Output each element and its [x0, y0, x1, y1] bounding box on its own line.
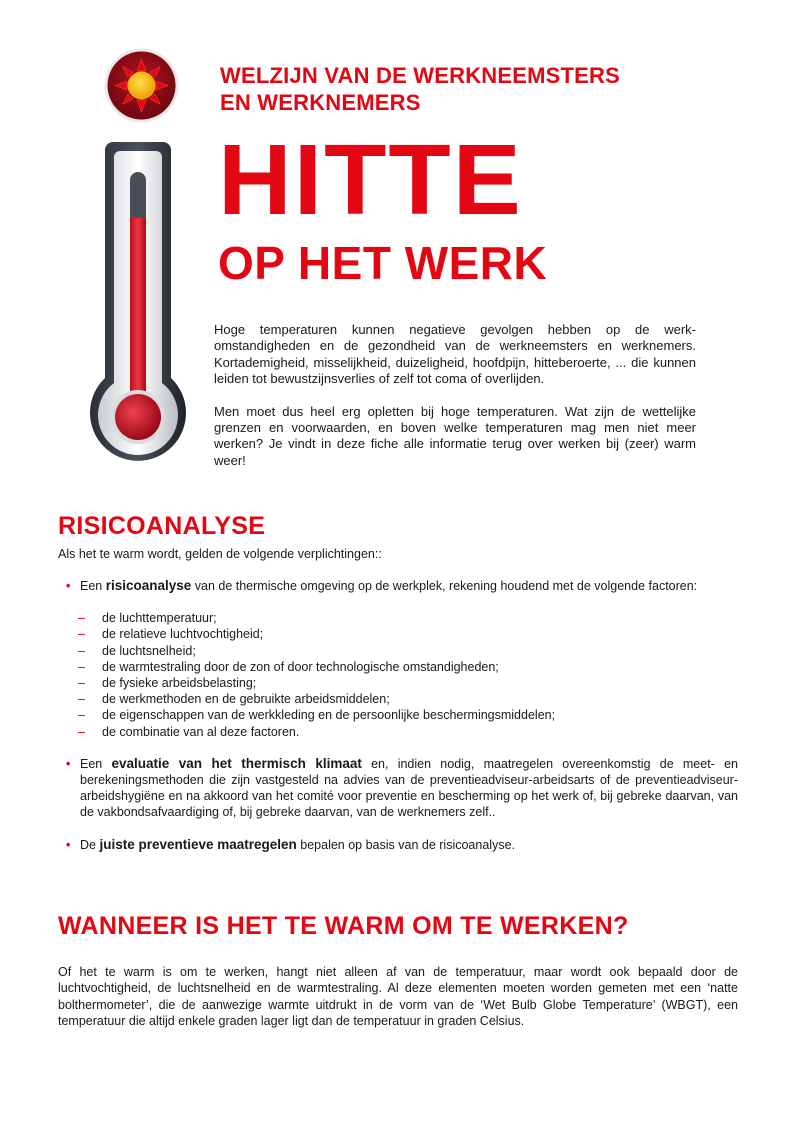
factor-item: – de luchttemperatuur;: [78, 611, 217, 626]
thermometer-icon: [86, 138, 190, 473]
factor-item: – de werkmethoden en de gebruikte arbeidsmiddelen;: [78, 692, 390, 707]
bullet-text: bepalen op basis van de risicoanalyse.: [296, 837, 515, 852]
bullet-bold: risicoanalyse: [105, 578, 192, 593]
bullet-text: en, indien nodig, maatregelen overeenkomstig de meet- en berekeningsmethoden die zijn vastgesteld na advies van de preventieadviseur-arbeidsarts of de preventieadviseur-arbeidshygiëne en na akkoord van het comité voor preventie en bescherming op het werk of, bij gebreke daarvan, van de vakbondsafvaardiging of, bij gebreke daarvan, van de werknemers zelf..: [80, 756, 738, 820]
page-subtitle: OP HET WERK: [218, 237, 548, 289]
bullet-bold: evaluatie van het thermisch klimaat: [111, 755, 362, 771]
bullet-text: De: [80, 837, 100, 852]
factor-item: – de eigenschappen van de werkkleding en de persoonlijke beschermingsmiddelen;: [78, 708, 556, 723]
risk-bullet-list: [58, 578, 738, 853]
factor-list: [58, 610, 738, 740]
bullet-dot: •: [66, 756, 71, 771]
list-item: [58, 578, 738, 594]
bullet-text: van de thermische omgeving op de werkplek, rekening houdend met de volgende factoren:: [191, 579, 698, 593]
factor-item: – de relatieve luchtvochtigheid;: [78, 627, 264, 642]
risk-lead: Als het te warm wordt, gelden de volgende verplichtingen::: [58, 547, 382, 561]
intro-paragraph-1: Hoge temperaturen kunnen negatieve gevolgen hebben op de werk-omstandigheden en de gezondheid van de werkneemsters en werknemers. Kortademigheid, misselijkheid, duizeligheid, hoofdpijn, hitteberoerte, ... die kunnen leiden tot bewustzijnsverlies of zelf tot coma of overlijden.: [214, 322, 696, 387]
bullet-bold: juiste preventieve maatregelen: [99, 836, 297, 852]
bullet-text: Een: [80, 579, 106, 593]
factor-item: – de fysieke arbeidsbelasting;: [78, 676, 257, 691]
list-item: [58, 756, 738, 821]
kicker-line-1: WELZIJN VAN DE WERKNEEMSTERS: [220, 63, 620, 88]
section-heading-when: WANNEER IS HET TE WARM OM TE WERKEN?: [58, 912, 629, 940]
bullet-text: Een: [80, 756, 112, 771]
factor-item: – de combinatie van al deze factoren.: [78, 724, 300, 739]
list-item: [58, 837, 738, 853]
bullet-dot: •: [66, 579, 71, 593]
header-kicker: [220, 62, 760, 116]
sun-badge-icon: [103, 47, 180, 124]
page-title: HITTE: [218, 124, 523, 236]
kicker-line-2: EN WERKNEMERS: [220, 90, 421, 115]
intro-paragraph-2: Men moet dus heel erg opletten bij hoge temperaturen. Wat zijn de wettelijke grenzen en voorwaarden, en boven welke temperaturen mag men niet meer werken? Je vindt in deze fiche alle informatie terug over werken bij (zeer) warm weer!: [214, 403, 696, 468]
bullet-dot: •: [66, 837, 71, 852]
section-heading-risk: RISICOANALYSE: [58, 512, 266, 540]
factor-item: – de warmtestraling door de zon of door technologische omstandigheden;: [78, 659, 499, 674]
intro-text: [214, 322, 696, 485]
factor-item: – de luchtsnelheid;: [78, 643, 196, 658]
when-body-text: Of het te warm is om te werken, hangt niet alleen af van de temperatuur, maar wordt ook bepaald door de luchtvochtigheid, de luchtsnelheid en de warmtestraling. Al deze elementen moeten worden gemeten met een ‘natte bolthermometer’, die de aanwezige warmte uitdrukt in de vorm van de ‘Wet Bulb Globe Temperature’ (WBGT), een temperatuur die altijd enkele graden lager ligt dan de temperatuur in graden Celsius.: [58, 965, 738, 1028]
